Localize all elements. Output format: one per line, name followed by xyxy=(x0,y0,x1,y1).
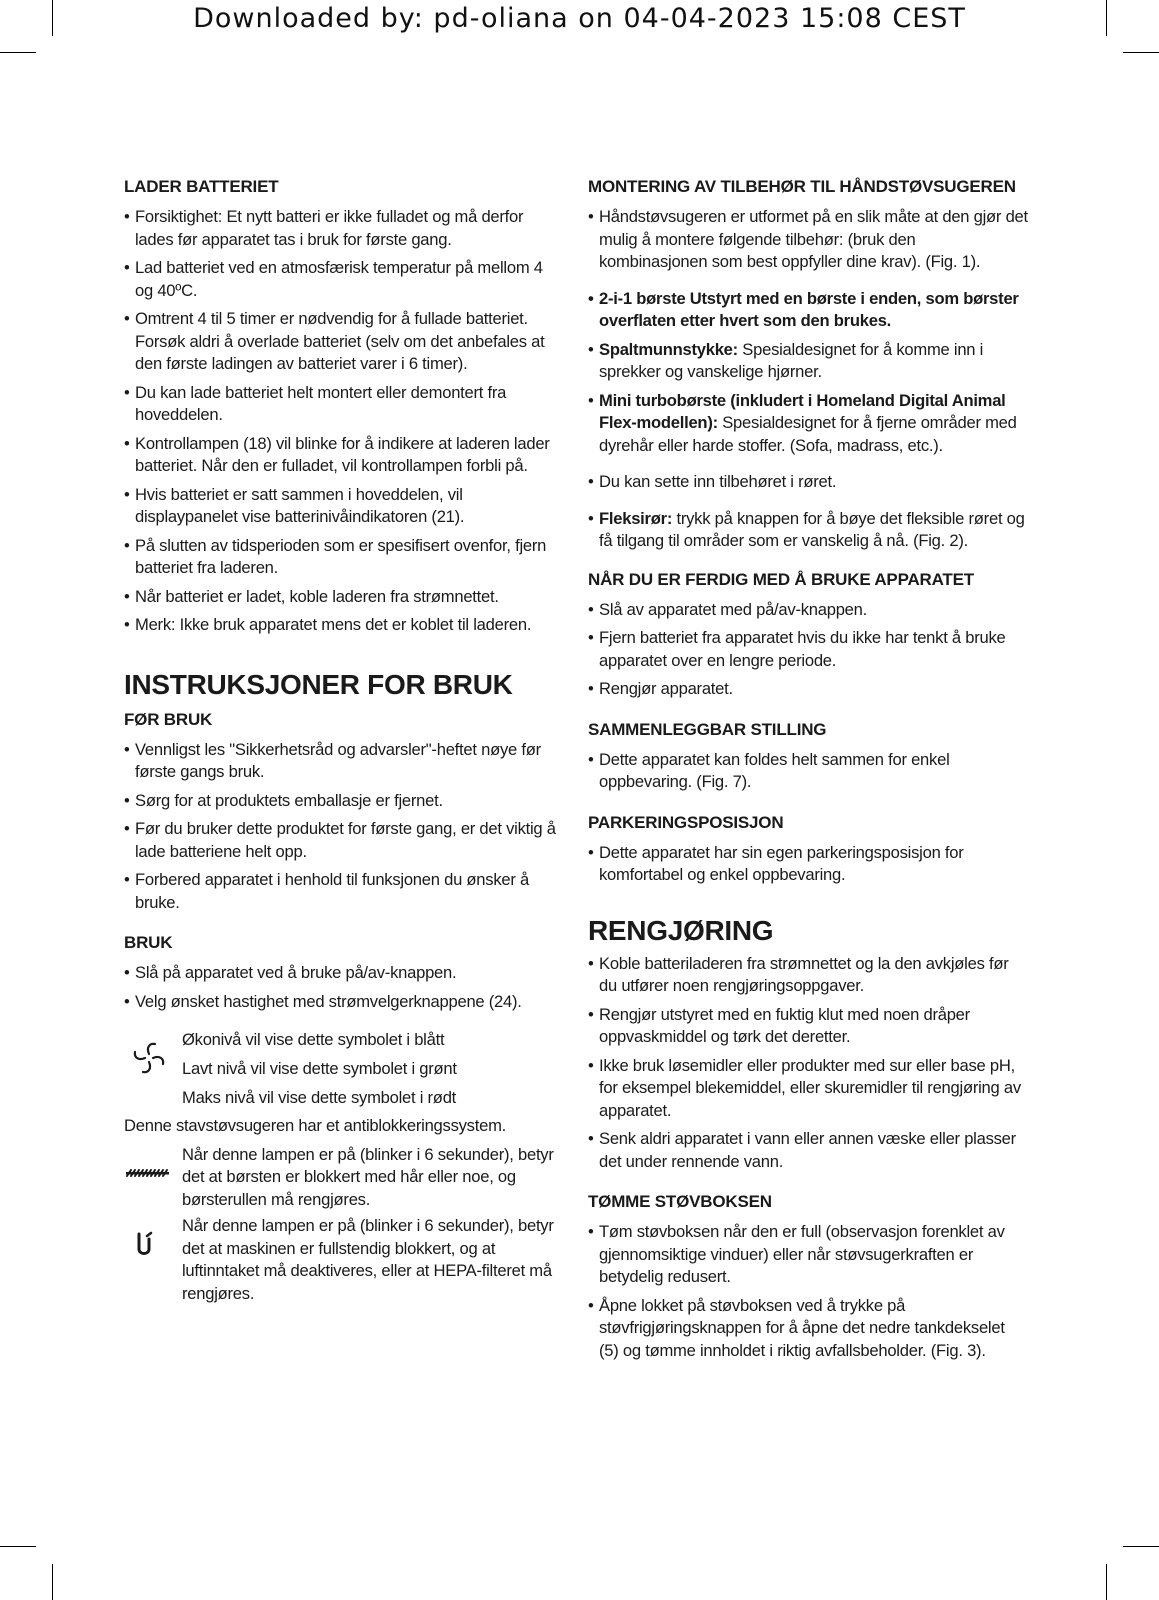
list-item: • Rengjør apparatet. xyxy=(588,678,1028,701)
list-item: • Rengjør utstyret med en fuktig klut med noen dråper oppvaskmiddel og tørk det deretter. xyxy=(588,1004,1028,1049)
list-item: • Du kan lade batteriet helt montert eller demontert fra hoveddelen. xyxy=(124,382,564,427)
crop-mark xyxy=(1123,52,1159,53)
list-item: • Du kan sette inn tilbehøret i røret. xyxy=(588,471,1028,494)
foldable-list xyxy=(588,749,1028,794)
right-column xyxy=(588,176,1028,1368)
list-item: • Fjern batteriet fra apparatet hvis du ikke har tenkt å bruke apparatet over en lengre periode. xyxy=(588,627,1028,672)
turbo-label: Mini turbobørste (inkludert i Homeland Digital Animal Flex-modellen): xyxy=(599,390,1006,432)
charge-battery-list xyxy=(124,206,564,637)
empty-dustbox-list xyxy=(588,1221,1028,1362)
list-item: • Slå på apparatet ved å bruke på/av-knappen. xyxy=(124,962,564,985)
finished-heading: NÅR DU ER FERDIG MED Å BRUKE APPARATET xyxy=(588,569,974,589)
list-item: • Merk: Ikke bruk apparatet mens det er koblet til laderen. xyxy=(124,614,564,637)
cleaning-heading: RENGJØRING xyxy=(588,914,774,946)
turbo-text: Spesialdesignet for å fjerne områder med dyrehår eller harde stoffer. (Sofa, madrass, etc.). xyxy=(599,413,1017,455)
flex-label: Fleksirør: xyxy=(599,508,673,528)
list-item: • Ikke bruk løsemidler eller produkter med sur eller base pH, for eksempel blekemiddel, eller skuremidler til rengjøring av apparatet. xyxy=(588,1055,1028,1123)
finished-list xyxy=(588,599,1028,701)
brush-lamp-text: Når denne lampen er på (blinker i 6 sekunder), betyr det at børsten er blokkert med hår eller noe, og børsterullen må rengjøres. xyxy=(182,1144,554,1209)
max-level-text: Maks nivå vil vise dette symbolet i rødt xyxy=(182,1088,457,1107)
list-item: • Lad batteriet ved en atmosfærisk temperatur på mellom 4 og 40ºC. xyxy=(124,257,564,302)
crop-mark xyxy=(52,1564,53,1600)
download-watermark: Downloaded by: pd-oliana on 04-04-2023 15:08 CEST xyxy=(193,3,966,34)
empty-dustbox-heading: TØMME STØVBOKSEN xyxy=(588,1192,772,1211)
crevice-text: Spesialdesignet for å komme inn i sprekker og vanskelige hjørner. xyxy=(599,339,984,381)
eco-level-text: Økonivå vil vise dette symbolet i blått xyxy=(182,1030,445,1049)
brush-lamp-row xyxy=(124,1144,564,1212)
list-item xyxy=(588,390,1028,458)
list-item: • Omtrent 4 til 5 timer er nødvendig for å fullade batteriet. Forsøk aldri å overlade batteriet (selv om det anbefales at den første ladingen av batteriet varer i 6 timer). xyxy=(124,308,564,376)
list-item xyxy=(588,508,1028,553)
list-item: • Senk aldri apparatet i vann eller annen væske eller plasser det under rennende vann. xyxy=(588,1128,1028,1173)
list-item: • Dette apparatet har sin egen parkeringsposisjon for komfortabel og enkel oppbevaring. xyxy=(588,842,1028,887)
accessories-list xyxy=(588,206,1028,553)
crop-mark xyxy=(0,52,36,53)
low-level-text: Lavt nivå vil vise dette symbolet i grønt xyxy=(182,1059,457,1078)
list-item: • Dette apparatet kan foldes helt sammen for enkel oppbevaring. (Fig. 7). xyxy=(588,749,1028,794)
use-list xyxy=(124,962,564,1013)
antiblock-text: Denne stavstøvsugeren har et antiblokkeringssystem. xyxy=(124,1116,506,1135)
instructions-heading: INSTRUKSJONER FOR BRUK xyxy=(124,668,513,700)
list-item: • Når batteriet er ladet, koble laderen fra strømnettet. xyxy=(124,586,564,609)
hose-blocked-icon xyxy=(134,1231,156,1266)
before-use-heading: FØR BRUK xyxy=(124,709,213,729)
accessories-heading: MONTERING AV TILBEHØR TIL HÅNDSTØVSUGEREN xyxy=(588,177,1016,196)
use-heading: BRUK xyxy=(124,933,173,952)
list-item: • Forbered apparatet i henhold til funksjonen du ønsker å bruke. xyxy=(124,869,564,914)
crop-mark xyxy=(0,1546,36,1547)
crop-mark xyxy=(1106,1564,1107,1600)
list-item xyxy=(588,339,1028,384)
list-item: • Tøm støvboksen når den er full (observasjon forenklet av gjennomsiktige vinduer) eller når støvsugerkraften er betydelig redusert. xyxy=(588,1221,1028,1289)
list-item: • Koble batteriladeren fra strømnettet og la den avkjøles før du utfører noen rengjøringsoppgaver. xyxy=(588,953,1028,998)
list-item: • Håndstøvsugeren er utformet på en slik måte at den gjør det mulig å montere følgende tilbehør: (bruk den kombinasjonen som best oppfyller dine krav). (Fig. 1). xyxy=(588,206,1028,274)
crevice-label: Spaltmunnstykke: xyxy=(599,339,738,359)
parking-list xyxy=(588,842,1028,887)
parking-heading: PARKERINGSPOSISJON xyxy=(588,812,784,832)
crop-mark xyxy=(1123,1546,1159,1547)
machine-lamp-text: Når denne lampen er på (blinker i 6 sekunder), betyr det at maskinen er fullstendig blokkert, og at luftinntaket må deaktiveres, eller at HEPA-filteret må rengjøres. xyxy=(182,1216,554,1303)
list-item: • Vennligst les "Sikkerhetsråd og advarsler"-heftet nøye før første gangs bruk. xyxy=(124,739,564,784)
charge-battery-heading: LADER BATTERIET xyxy=(124,177,279,196)
before-use-list xyxy=(124,739,564,915)
flex-text: trykk på knappen for å bøye det fleksible røret og få tilgang til områder som er vanskelig å nå. (Fig. 2). xyxy=(599,508,1025,550)
list-item: • Slå av apparatet med på/av-knappen. xyxy=(588,599,1028,622)
machine-lamp-row xyxy=(124,1215,564,1305)
power-level-symbols xyxy=(124,1025,564,1112)
brush-roll-icon xyxy=(125,1166,171,1185)
list-item: • På slutten av tidsperioden som er spesifisert ovenfor, fjern batteriet fra laderen. xyxy=(124,535,564,580)
list-item: • 2-i-1 børste Utstyrt med en børste i enden, som børster overflaten etter hvert som den brukes. xyxy=(588,288,1028,333)
cleaning-list xyxy=(588,953,1028,1174)
list-item: • Sørg for at produktets emballasje er fjernet. xyxy=(124,790,564,813)
fan-power-icon xyxy=(130,1039,168,1082)
list-item: • Kontrollampen (18) vil blinke for å indikere at laderen lader batteriet. Når den er fulladet, vil kontrollampen forbli på. xyxy=(124,433,564,478)
list-item: • Forsiktighet: Et nytt batteri er ikke fulladet og må derfor lades før apparatet tas i bruk for første gang. xyxy=(124,206,564,251)
list-item: • Hvis batteriet er satt sammen i hoveddelen, vil displaypanelet vise batterinivåindikatoren (21). xyxy=(124,484,564,529)
list-item: • Åpne lokket på støvboksen ved å trykke på støvfrigjøringsknappen for å åpne det nedre tankdekselet (5) og tømme innholdet i riktig avfallsbeholder. (Fig. 3). xyxy=(588,1295,1028,1363)
foldable-heading: SAMMENLEGGBAR STILLING xyxy=(588,719,827,739)
list-item: • Velg ønsket hastighet med strømvelgerknappene (24). xyxy=(124,991,564,1014)
list-item: • Før du bruker dette produktet for første gang, er det viktig å lade batteriene helt opp. xyxy=(124,818,564,863)
left-column xyxy=(124,176,564,1305)
